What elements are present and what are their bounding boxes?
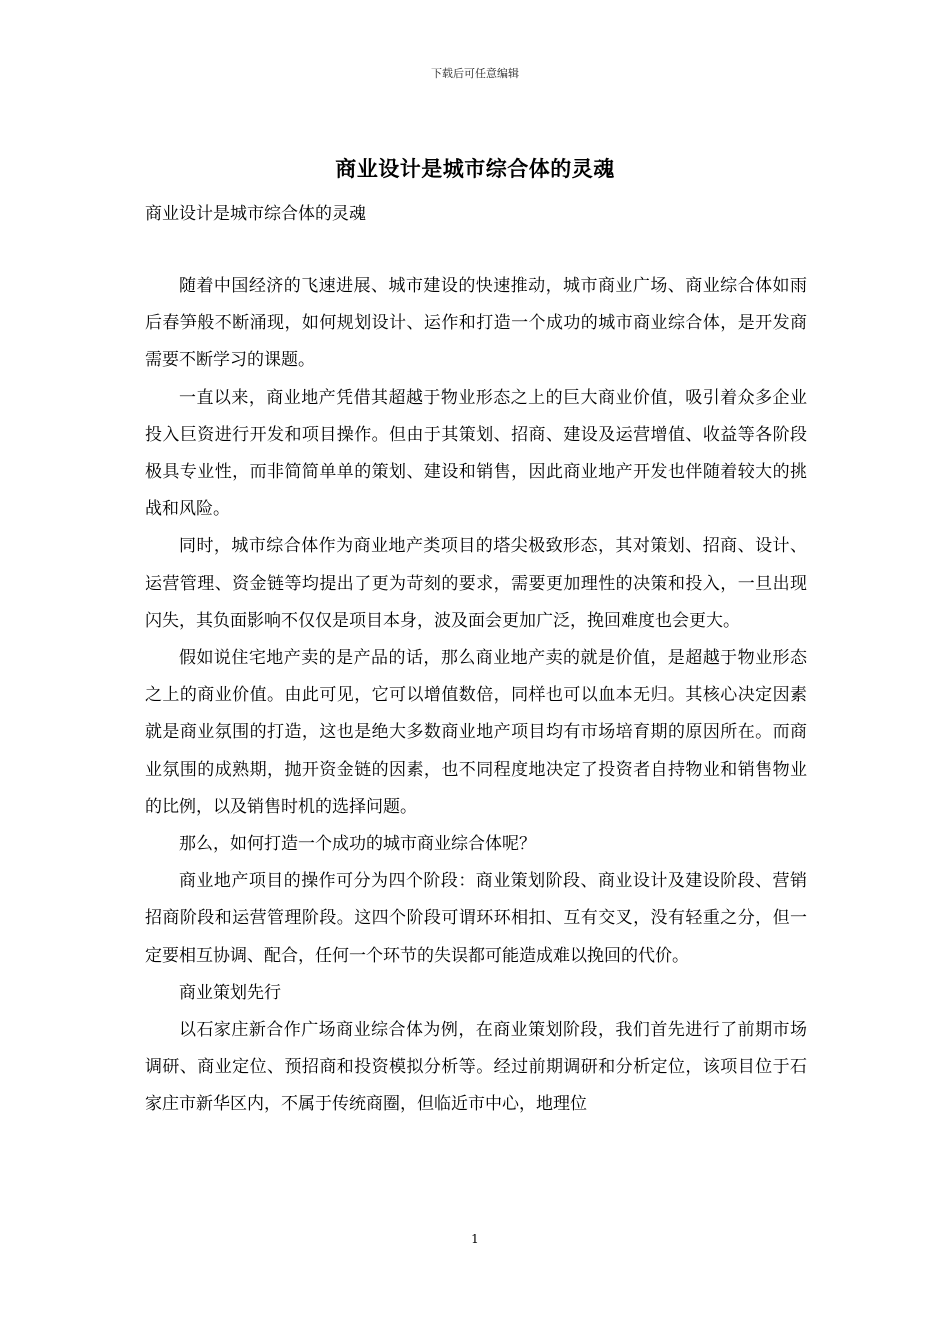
paragraph: 随着中国经济的飞速进展、城市建设的快速推动，城市商业广场、商业综合体如雨后春笋般不断涌现，如何规划设计、运作和打造一个成功的城市商业综合体，是开发商需要不断学习的课题。 [145,276,807,371]
section-heading: 商业策划先行 [179,982,281,1003]
paragraph: 假如说住宅地产卖的是产品的话，那么商业地产卖的就是价值，是超越于物业形态之上的商业价值。由此可见，它可以增值数倍，同样也可以血本无归。其核心决定因素就是商业氛围的打造，这也是绝大多数商业地产项目均有市场培育期的原因所在。而商业氛围的成熟期，抛开资金链的因素，也不同程度地决定了投资者自持物业和销售物业的比例，以及销售时机的选择问题。 [145,648,807,817]
paragraph: 商业地产项目的操作可分为四个阶段：商业策划阶段、商业设计及建设阶段、营销招商阶段和运营管理阶段。这四个阶段可谓环环相扣、互有交叉，没有轻重之分，但一定要相互协调、配合，任何一个环节的失误都可能造成难以挽回的代价。 [145,871,807,966]
page-number: 1 [471,1232,479,1246]
header-note: 下载后可任意编辑 [431,67,519,80]
document-body [145,268,807,1124]
document-title: 商业设计是城市综合体的灵魂 [335,156,615,181]
document-subtitle: 商业设计是城市综合体的灵魂 [145,204,366,224]
paragraph: 那么，如何打造一个成功的城市商业综合体呢？ [179,834,536,855]
paragraph: 以石家庄新合作广场商业综合体为例，在商业策划阶段，我们首先进行了前期市场调研、商业定位、预招商和投资模拟分析等。经过前期调研和分析定位，该项目位于石家庄市新华区内，不属于传统商圈，但临近市中心，地理位 [145,1020,807,1115]
paragraph: 同时，城市综合体作为商业地产类项目的塔尖极致形态，其对策划、招商、设计、运营管理、资金链等均提出了更为苛刻的要求，需要更加理性的决策和投入，一旦出现闪失，其负面影响不仅仅是项目本身，波及面会更加广泛，挽回难度也会更大。 [145,536,807,631]
paragraph: 一直以来，商业地产凭借其超越于物业形态之上的巨大商业价值，吸引着众多企业投入巨资进行开发和项目操作。但由于其策划、招商、建设及运营增值、收益等各阶段极具专业性，而非简简单单的策划、建设和销售，因此商业地产开发也伴随着较大的挑战和风险。 [145,387,807,520]
